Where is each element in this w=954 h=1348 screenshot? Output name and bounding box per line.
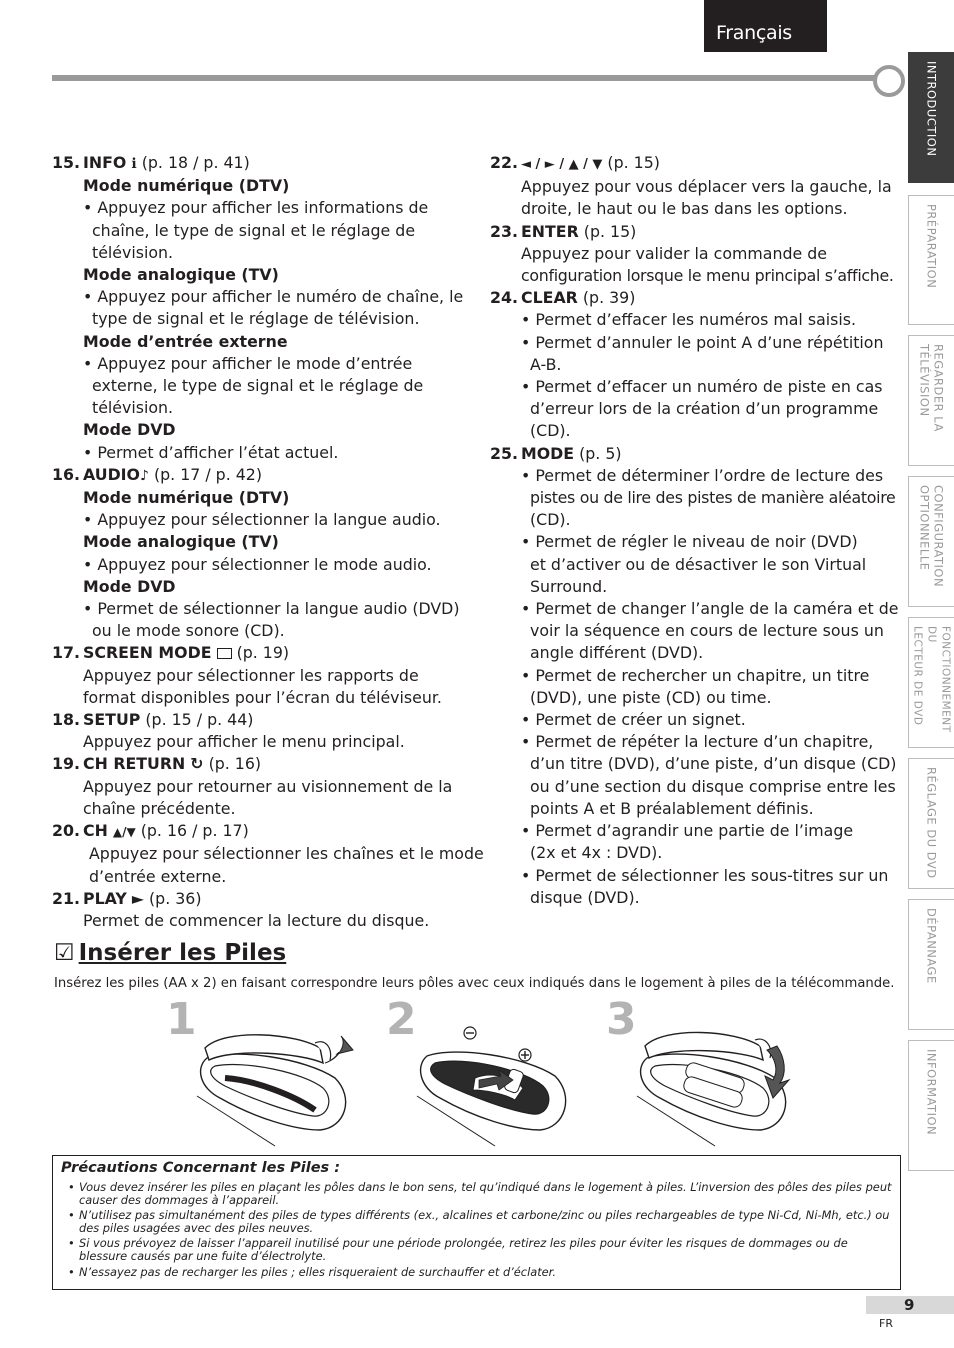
text-line: • Appuyez pour afficher le mode d’entrée bbox=[83, 353, 413, 373]
text-line: • Appuyez pour sélectionner le mode audio. bbox=[83, 554, 432, 574]
text-line: télévision. bbox=[92, 242, 174, 262]
item-24-heading: 24. CLEAR (p. 39) bbox=[490, 288, 636, 308]
remote-insert-batteries-illustration bbox=[415, 1018, 575, 1148]
mode-heading: Mode analogique (TV) bbox=[83, 532, 279, 552]
battery-precautions-box bbox=[52, 1155, 901, 1290]
sidebar-item-label: INFORMATION bbox=[924, 1049, 939, 1136]
text-line: Permet de commencer la lecture du disque. bbox=[83, 910, 430, 930]
sidebar-item-label: DÉPANNAGE bbox=[924, 908, 939, 984]
step-number: 3 bbox=[606, 994, 637, 1045]
language-tab: Français bbox=[704, 0, 827, 52]
text-line: • Permet de créer un signet. bbox=[521, 710, 746, 730]
text-line: chaîne, le type de signal et le réglage de bbox=[92, 220, 416, 240]
text-line: Surround. bbox=[530, 576, 608, 596]
left-column bbox=[52, 152, 484, 932]
sidebar-item-reglage-dvd[interactable] bbox=[908, 758, 954, 889]
sidebar-item-fonctionnement-dvd[interactable] bbox=[908, 617, 954, 748]
remote-close-cover-illustration bbox=[635, 1018, 795, 1148]
text-line: (2x et 4x : DVD). bbox=[530, 843, 663, 863]
screen-mode-icon bbox=[217, 648, 232, 659]
text-line: chaîne précédente. bbox=[83, 798, 236, 818]
mode-heading: Mode DVD bbox=[83, 420, 176, 440]
item-21-heading: 21. PLAY ► (p. 36) bbox=[52, 888, 202, 908]
text-line: configuration lorsque le menu principal s’affiche. bbox=[521, 266, 894, 286]
sidebar-item-configuration[interactable] bbox=[908, 476, 954, 607]
text-line: ou le mode sonore (CD). bbox=[92, 621, 285, 641]
sidebar-item-information[interactable] bbox=[908, 1040, 954, 1171]
mode-heading: Mode numérique (DTV) bbox=[83, 176, 290, 196]
right-column bbox=[490, 152, 902, 909]
text-line: d’un titre (DVD), d’une piste, d’un disque (CD) bbox=[530, 754, 897, 774]
mode-heading: Mode d’entrée externe bbox=[83, 331, 288, 351]
text-line: Appuyez pour afficher le menu principal. bbox=[83, 732, 405, 752]
text-line: A-B. bbox=[530, 354, 562, 374]
item-18-heading: 18. SETUP (p. 15 / p. 44) bbox=[52, 710, 254, 730]
sidebar-item-label: RÉGLAGE DU DVD bbox=[924, 767, 939, 879]
item-25-heading: 25. MODE (p. 5) bbox=[490, 443, 622, 463]
precaution-item: • Vous devez insérer les piles en plaçant les pôles dans le bon sens, tel qu’indiqué dans le logement à piles. L’inversion des pôles des piles peut bbox=[68, 1180, 892, 1194]
item-17-heading: 17. SCREEN MODE (p. 19) bbox=[52, 643, 290, 663]
header-ring bbox=[873, 65, 905, 97]
info-icon: ℹ bbox=[131, 156, 137, 172]
text-line: • Permet d’afficher l’état actuel. bbox=[83, 442, 339, 462]
text-line: pistes ou de lire des pistes de manière aléatoire bbox=[530, 488, 896, 508]
text-line: • Permet de sélectionner la langue audio (DVD) bbox=[83, 599, 460, 619]
text-line: (CD). bbox=[530, 510, 571, 530]
sidebar-item-regarder-television[interactable] bbox=[908, 335, 954, 466]
play-arrow-icon: ► bbox=[131, 888, 144, 908]
precaution-item-cont: blessure causés par une fuite d’électrolyte. bbox=[79, 1248, 327, 1263]
text-line: • Permet de rechercher un chapitre, un titre bbox=[521, 665, 870, 685]
item-15-heading: 15. INFO ℹ (p. 18 / p. 41) bbox=[52, 153, 250, 172]
language-code: FR bbox=[879, 1317, 893, 1330]
text-line: (CD). bbox=[530, 421, 571, 441]
precaution-item-cont: des piles usagées avec des piles neuves. bbox=[79, 1220, 314, 1235]
text-line: • Appuyez pour sélectionner la langue audio. bbox=[83, 510, 441, 530]
text-line: d’erreur lors de la création d’un programme bbox=[530, 399, 879, 419]
sidebar-item-label: INTRODUCTION bbox=[924, 61, 939, 157]
precaution-item: • N’essayez pas de recharger les piles ; elles risqueraient de surchauffer et d’éclater. bbox=[68, 1264, 556, 1279]
sidebar-item-label: PRÉPARATION bbox=[924, 204, 939, 289]
sidebar-item-label: CONFIGURATION OPTIONNELLE bbox=[917, 485, 946, 588]
text-line: • Permet d’effacer les numéros mal saisis. bbox=[521, 310, 857, 330]
mode-heading: Mode numérique (DTV) bbox=[83, 488, 290, 508]
text-line: disque (DVD). bbox=[530, 887, 640, 907]
text-line: externe, le type de signal et le réglage de bbox=[92, 376, 424, 396]
text-line: Appuyez pour retourner au visionnement de la bbox=[83, 776, 453, 796]
precaution-item-cont: causer des dommages à l’appareil. bbox=[79, 1192, 280, 1207]
item-23-heading: 23. ENTER (p. 15) bbox=[490, 221, 637, 241]
precautions-title: Précautions Concernant les Piles : bbox=[61, 1160, 341, 1176]
text-line: • Permet de déterminer l’ordre de lecture des bbox=[521, 465, 884, 485]
text-line: et d’activer ou de désactiver le son Virtual bbox=[530, 554, 867, 574]
music-note-icon: ♪ bbox=[140, 467, 149, 484]
text-line: voir la séquence en cours de lecture sous un bbox=[530, 621, 884, 641]
text-line: • Permet de sélectionner les sous-titres sur un bbox=[521, 865, 889, 885]
text-line: Appuyez pour sélectionner les chaînes et le mode bbox=[89, 844, 484, 864]
text-line: ou d’une section du disque comprise entre les bbox=[530, 776, 896, 796]
text-line: • Appuyez pour afficher les informations de bbox=[83, 198, 429, 218]
text-line: • Appuyez pour afficher le numéro de chaîne, le bbox=[83, 287, 464, 307]
sidebar-item-preparation[interactable] bbox=[908, 195, 954, 325]
checkbox-icon: ☑ bbox=[54, 940, 75, 966]
text-line: points A et B préalablement définis. bbox=[530, 798, 814, 818]
sidebar-item-label: FONCTIONNEMENT DU LECTEUR DE DVD bbox=[911, 626, 952, 733]
mode-heading: Mode analogique (TV) bbox=[83, 265, 279, 285]
text-line: Appuyez pour sélectionner les rapports de bbox=[83, 665, 419, 685]
text-line: • Permet d’annuler le point A d’une répétition bbox=[521, 332, 884, 352]
step-number: 2 bbox=[386, 994, 417, 1045]
text-line: télévision. bbox=[92, 398, 174, 418]
sidebar-item-introduction[interactable] bbox=[908, 52, 954, 183]
text-line: Appuyez pour vous déplacer vers la gauche, la bbox=[521, 177, 892, 197]
item-20-heading: 20. CH ▲/▼ (p. 16 / p. 17) bbox=[52, 821, 249, 841]
return-arrow-icon: ↻ bbox=[190, 754, 204, 774]
text-line: • Permet de changer l’angle de la caméra et de bbox=[521, 599, 899, 619]
text-line: droite, le haut ou le bas dans les options. bbox=[521, 199, 848, 219]
text-line: • Permet d’agrandir une partie de l’image bbox=[521, 821, 854, 841]
precaution-item: • Si vous prévoyez de laisser l’appareil inutilisé pour une période prolongée, retirez les piles pour éviter les risques de dommages ou de bbox=[68, 1236, 848, 1251]
text-line: (DVD), une piste (CD) ou time. bbox=[530, 687, 772, 707]
page-number: 9 bbox=[904, 1296, 915, 1314]
section-intro: Insérez les piles (AA x 2) en faisant correspondre leurs pôles avec ceux indiqués dans le logement à piles de la télécommande. bbox=[54, 976, 895, 991]
precaution-item: • N’utilisez pas simultanément des piles de types différents (ex., alcalines et carbone/zinc ou piles rechargeables de type Ni-Cd, Ni-Mh, etc.) ou bbox=[68, 1208, 890, 1223]
remote-open-cover-illustration bbox=[195, 1018, 355, 1148]
text-line: type de signal et le réglage de télévision. bbox=[92, 309, 420, 329]
text-line: angle différent (DVD). bbox=[530, 643, 704, 663]
item-19-heading: 19. CH RETURN ↻ (p. 16) bbox=[52, 754, 262, 774]
text-line: Appuyez pour valider la commande de bbox=[521, 243, 827, 263]
text-line: format disponibles pour l’écran du téléviseur. bbox=[83, 687, 442, 707]
text-line: • Permet d’effacer un numéro de piste en cas bbox=[521, 377, 883, 397]
step-number: 1 bbox=[166, 994, 197, 1045]
section-title: ☑ Insérer les Piles bbox=[54, 940, 287, 966]
text-line: • Permet de répéter la lecture d’un chapitre, bbox=[521, 732, 874, 752]
mode-heading: Mode DVD bbox=[83, 576, 176, 596]
sidebar-item-depannage[interactable] bbox=[908, 899, 954, 1030]
text-line: • Permet de régler le niveau de noir (DVD) bbox=[521, 532, 858, 552]
item-16-heading: 16. AUDIO♪ (p. 17 / p. 42) bbox=[52, 464, 263, 484]
header-rule bbox=[52, 75, 880, 81]
sidebar-item-label: REGARDER LA TÉLÉVISION bbox=[917, 344, 946, 432]
text-line: d’entrée externe. bbox=[89, 866, 227, 886]
item-22-heading: 22. ◄ / ► / ▲ / ▼ (p. 15) bbox=[490, 153, 660, 172]
